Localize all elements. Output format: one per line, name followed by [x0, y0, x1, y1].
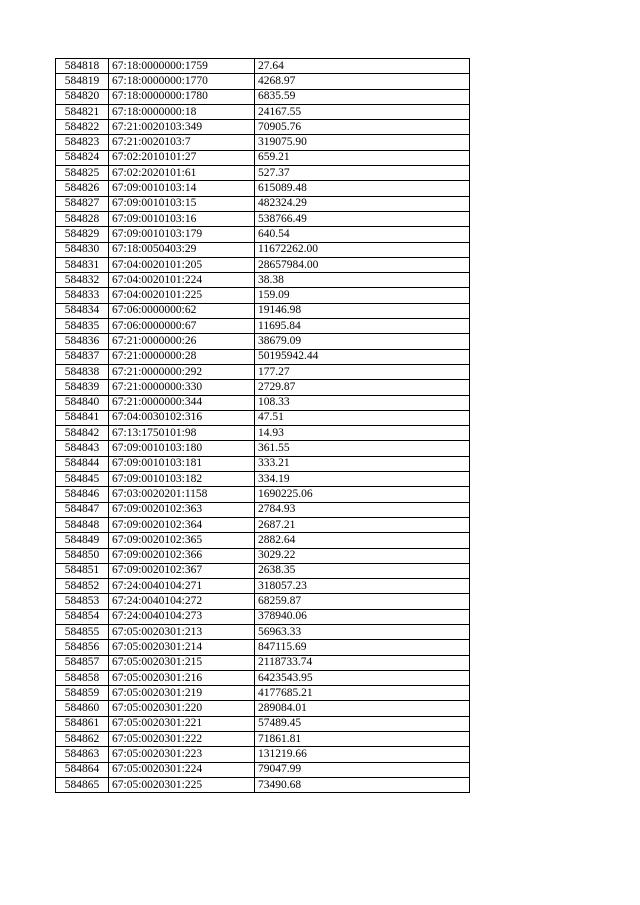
value-cell: 2118733.74: [255, 655, 470, 670]
cadastral-number-cell: 67:05:0020301:222: [109, 732, 255, 747]
value-cell: 482324.29: [255, 196, 470, 211]
row-number-cell: 584850: [56, 548, 109, 563]
row-number-cell: 584827: [56, 196, 109, 211]
cadastral-number-cell: 67:09:0010103:16: [109, 211, 255, 226]
value-cell: 659.21: [255, 150, 470, 165]
row-number-cell: 584864: [56, 762, 109, 777]
table-row: [56, 533, 470, 548]
cadastral-number-cell: 67:05:0020301:223: [109, 747, 255, 762]
value-cell: 27.64: [255, 59, 470, 74]
value-cell: 289084.01: [255, 701, 470, 716]
row-number-cell: 584847: [56, 502, 109, 517]
cadastral-number-cell: 67:05:0020301:221: [109, 716, 255, 731]
table-row: [56, 410, 470, 425]
row-number-cell: 584845: [56, 472, 109, 487]
table-row: [56, 211, 470, 226]
cadastral-number-cell: 67:09:0020102:365: [109, 533, 255, 548]
cadastral-number-cell: 67:21:0000000:344: [109, 395, 255, 410]
value-cell: 68259.87: [255, 594, 470, 609]
cadastral-number-cell: 67:09:0010103:179: [109, 227, 255, 242]
row-number-cell: 584829: [56, 227, 109, 242]
value-cell: 6423543.95: [255, 670, 470, 685]
cadastral-number-cell: 67:21:0000000:292: [109, 364, 255, 379]
table-row: [56, 364, 470, 379]
row-number-cell: 584854: [56, 609, 109, 624]
value-cell: 24167.55: [255, 104, 470, 119]
value-cell: 640.54: [255, 227, 470, 242]
value-cell: 4177685.21: [255, 686, 470, 701]
cadastral-number-cell: 67:24:0040104:273: [109, 609, 255, 624]
cadastral-number-cell: 67:21:0000000:26: [109, 334, 255, 349]
cadastral-number-cell: 67:18:0000000:1759: [109, 59, 255, 74]
row-number-cell: 584860: [56, 701, 109, 716]
cadastral-number-cell: 67:05:0020301:216: [109, 670, 255, 685]
table-row: [56, 227, 470, 242]
value-cell: 177.27: [255, 364, 470, 379]
table-row: [56, 777, 470, 792]
row-number-cell: 584830: [56, 242, 109, 257]
row-number-cell: 584840: [56, 395, 109, 410]
cadastral-number-cell: 67:05:0020301:220: [109, 701, 255, 716]
cadastral-number-cell: 67:18:0000000:1780: [109, 89, 255, 104]
table-row: [56, 288, 470, 303]
row-number-cell: 584865: [56, 777, 109, 792]
value-cell: 361.55: [255, 441, 470, 456]
cadastral-number-cell: 67:13:1750101:98: [109, 426, 255, 441]
row-number-cell: 584832: [56, 273, 109, 288]
value-cell: 70905.76: [255, 120, 470, 135]
table-body: [56, 59, 470, 793]
table-row: [56, 303, 470, 318]
table-row: [56, 624, 470, 639]
cadastral-number-cell: 67:02:2010101:27: [109, 150, 255, 165]
cadastral-number-cell: 67:05:0020301:215: [109, 655, 255, 670]
value-cell: 2638.35: [255, 563, 470, 578]
table-row: [56, 747, 470, 762]
value-cell: 108.33: [255, 395, 470, 410]
row-number-cell: 584825: [56, 166, 109, 181]
table-row: [56, 670, 470, 685]
value-cell: 79047.99: [255, 762, 470, 777]
value-cell: 2687.21: [255, 517, 470, 532]
table-row: [56, 762, 470, 777]
value-cell: 538766.49: [255, 211, 470, 226]
table-row: [56, 563, 470, 578]
row-number-cell: 584841: [56, 410, 109, 425]
row-number-cell: 584858: [56, 670, 109, 685]
row-number-cell: 584834: [56, 303, 109, 318]
value-cell: 28657984.00: [255, 257, 470, 272]
row-number-cell: 584861: [56, 716, 109, 731]
table-row: [56, 74, 470, 89]
value-cell: 131219.66: [255, 747, 470, 762]
value-cell: 73490.68: [255, 777, 470, 792]
cadastral-number-cell: 67:06:0000000:67: [109, 319, 255, 334]
row-number-cell: 584842: [56, 426, 109, 441]
row-number-cell: 584836: [56, 334, 109, 349]
value-cell: 71861.81: [255, 732, 470, 747]
value-cell: 57489.45: [255, 716, 470, 731]
cadastral-number-cell: 67:05:0020301:214: [109, 640, 255, 655]
value-cell: 4268.97: [255, 74, 470, 89]
cadastral-number-cell: 67:04:0020101:205: [109, 257, 255, 272]
row-number-cell: 584843: [56, 441, 109, 456]
row-number-cell: 584823: [56, 135, 109, 150]
table-row: [56, 150, 470, 165]
table-row: [56, 196, 470, 211]
row-number-cell: 584824: [56, 150, 109, 165]
table-row: [56, 181, 470, 196]
value-cell: 527.37: [255, 166, 470, 181]
cadastral-number-cell: 67:04:0030102:316: [109, 410, 255, 425]
row-number-cell: 584820: [56, 89, 109, 104]
table-row: [56, 594, 470, 609]
value-cell: 334.19: [255, 472, 470, 487]
table-row: [56, 426, 470, 441]
cadastral-number-cell: 67:21:0020103:349: [109, 120, 255, 135]
row-number-cell: 584844: [56, 456, 109, 471]
cadastral-number-cell: 67:09:0020102:366: [109, 548, 255, 563]
row-number-cell: 584826: [56, 181, 109, 196]
row-number-cell: 584856: [56, 640, 109, 655]
table-row: [56, 89, 470, 104]
table-row: [56, 472, 470, 487]
cadastral-number-cell: 67:05:0020301:224: [109, 762, 255, 777]
row-number-cell: 584852: [56, 579, 109, 594]
table-row: [56, 273, 470, 288]
table-row: [56, 716, 470, 731]
table-row: [56, 380, 470, 395]
table-row: [56, 257, 470, 272]
cadastral-number-cell: 67:18:0000000:1770: [109, 74, 255, 89]
value-cell: 47.51: [255, 410, 470, 425]
row-number-cell: 584863: [56, 747, 109, 762]
row-number-cell: 584855: [56, 624, 109, 639]
table-row: [56, 609, 470, 624]
table-row: [56, 502, 470, 517]
cadastral-number-cell: 67:09:0010103:182: [109, 472, 255, 487]
value-cell: 615089.48: [255, 181, 470, 196]
cadastral-number-cell: 67:21:0020103:7: [109, 135, 255, 150]
row-number-cell: 584822: [56, 120, 109, 135]
cadastral-value-table: [55, 58, 470, 793]
value-cell: 11695.84: [255, 319, 470, 334]
value-cell: 2784.93: [255, 502, 470, 517]
table-row: [56, 441, 470, 456]
row-number-cell: 584851: [56, 563, 109, 578]
value-cell: 19146.98: [255, 303, 470, 318]
value-cell: 11672262.00: [255, 242, 470, 257]
row-number-cell: 584828: [56, 211, 109, 226]
cadastral-number-cell: 67:09:0020102:363: [109, 502, 255, 517]
table-row: [56, 395, 470, 410]
value-cell: 38.38: [255, 273, 470, 288]
table-row: [56, 517, 470, 532]
value-cell: 333.21: [255, 456, 470, 471]
table-row: [56, 135, 470, 150]
cadastral-number-cell: 67:09:0010103:180: [109, 441, 255, 456]
cadastral-number-cell: 67:09:0010103:15: [109, 196, 255, 211]
cadastral-number-cell: 67:04:0020101:225: [109, 288, 255, 303]
value-cell: 6835.59: [255, 89, 470, 104]
table-row: [56, 319, 470, 334]
cadastral-number-cell: 67:03:0020201:1158: [109, 487, 255, 502]
table-row: [56, 104, 470, 119]
table-row: [56, 686, 470, 701]
row-number-cell: 584857: [56, 655, 109, 670]
table-row: [56, 166, 470, 181]
row-number-cell: 584818: [56, 59, 109, 74]
cadastral-number-cell: 67:09:0010103:181: [109, 456, 255, 471]
table-row: [56, 487, 470, 502]
table-row: [56, 59, 470, 74]
row-number-cell: 584821: [56, 104, 109, 119]
value-cell: 3029.22: [255, 548, 470, 563]
cadastral-number-cell: 67:05:0020301:219: [109, 686, 255, 701]
row-number-cell: 584831: [56, 257, 109, 272]
row-number-cell: 584839: [56, 380, 109, 395]
table-row: [56, 120, 470, 135]
value-cell: 159.09: [255, 288, 470, 303]
table-row: [56, 640, 470, 655]
row-number-cell: 584846: [56, 487, 109, 502]
table-row: [56, 548, 470, 563]
cadastral-number-cell: 67:09:0020102:364: [109, 517, 255, 532]
cadastral-number-cell: 67:18:0050403:29: [109, 242, 255, 257]
value-cell: 2882.64: [255, 533, 470, 548]
row-number-cell: 584835: [56, 319, 109, 334]
cadastral-number-cell: 67:02:2020101:61: [109, 166, 255, 181]
table-row: [56, 242, 470, 257]
cadastral-number-cell: 67:09:0020102:367: [109, 563, 255, 578]
table-row: [56, 732, 470, 747]
cadastral-number-cell: 67:09:0010103:14: [109, 181, 255, 196]
cadastral-number-cell: 67:04:0020101:224: [109, 273, 255, 288]
table-row: [56, 334, 470, 349]
table-row: [56, 701, 470, 716]
value-cell: 378940.06: [255, 609, 470, 624]
cadastral-number-cell: 67:21:0000000:330: [109, 380, 255, 395]
cadastral-number-cell: 67:05:0020301:225: [109, 777, 255, 792]
row-number-cell: 584819: [56, 74, 109, 89]
value-cell: 1690225.06: [255, 487, 470, 502]
table-row: [56, 456, 470, 471]
value-cell: 2729.87: [255, 380, 470, 395]
table-row: [56, 349, 470, 364]
row-number-cell: 584837: [56, 349, 109, 364]
cadastral-number-cell: 67:05:0020301:213: [109, 624, 255, 639]
row-number-cell: 584849: [56, 533, 109, 548]
cadastral-number-cell: 67:21:0000000:28: [109, 349, 255, 364]
cadastral-number-cell: 67:24:0040104:271: [109, 579, 255, 594]
row-number-cell: 584862: [56, 732, 109, 747]
cadastral-number-cell: 67:24:0040104:272: [109, 594, 255, 609]
value-cell: 319075.90: [255, 135, 470, 150]
value-cell: 56963.33: [255, 624, 470, 639]
value-cell: 14.93: [255, 426, 470, 441]
value-cell: 38679.09: [255, 334, 470, 349]
row-number-cell: 584853: [56, 594, 109, 609]
cadastral-number-cell: 67:18:0000000:18: [109, 104, 255, 119]
table-row: [56, 579, 470, 594]
table-row: [56, 655, 470, 670]
row-number-cell: 584833: [56, 288, 109, 303]
row-number-cell: 584859: [56, 686, 109, 701]
value-cell: 318057.23: [255, 579, 470, 594]
row-number-cell: 584838: [56, 364, 109, 379]
value-cell: 847115.69: [255, 640, 470, 655]
row-number-cell: 584848: [56, 517, 109, 532]
cadastral-number-cell: 67:06:0000000:62: [109, 303, 255, 318]
value-cell: 50195942.44: [255, 349, 470, 364]
